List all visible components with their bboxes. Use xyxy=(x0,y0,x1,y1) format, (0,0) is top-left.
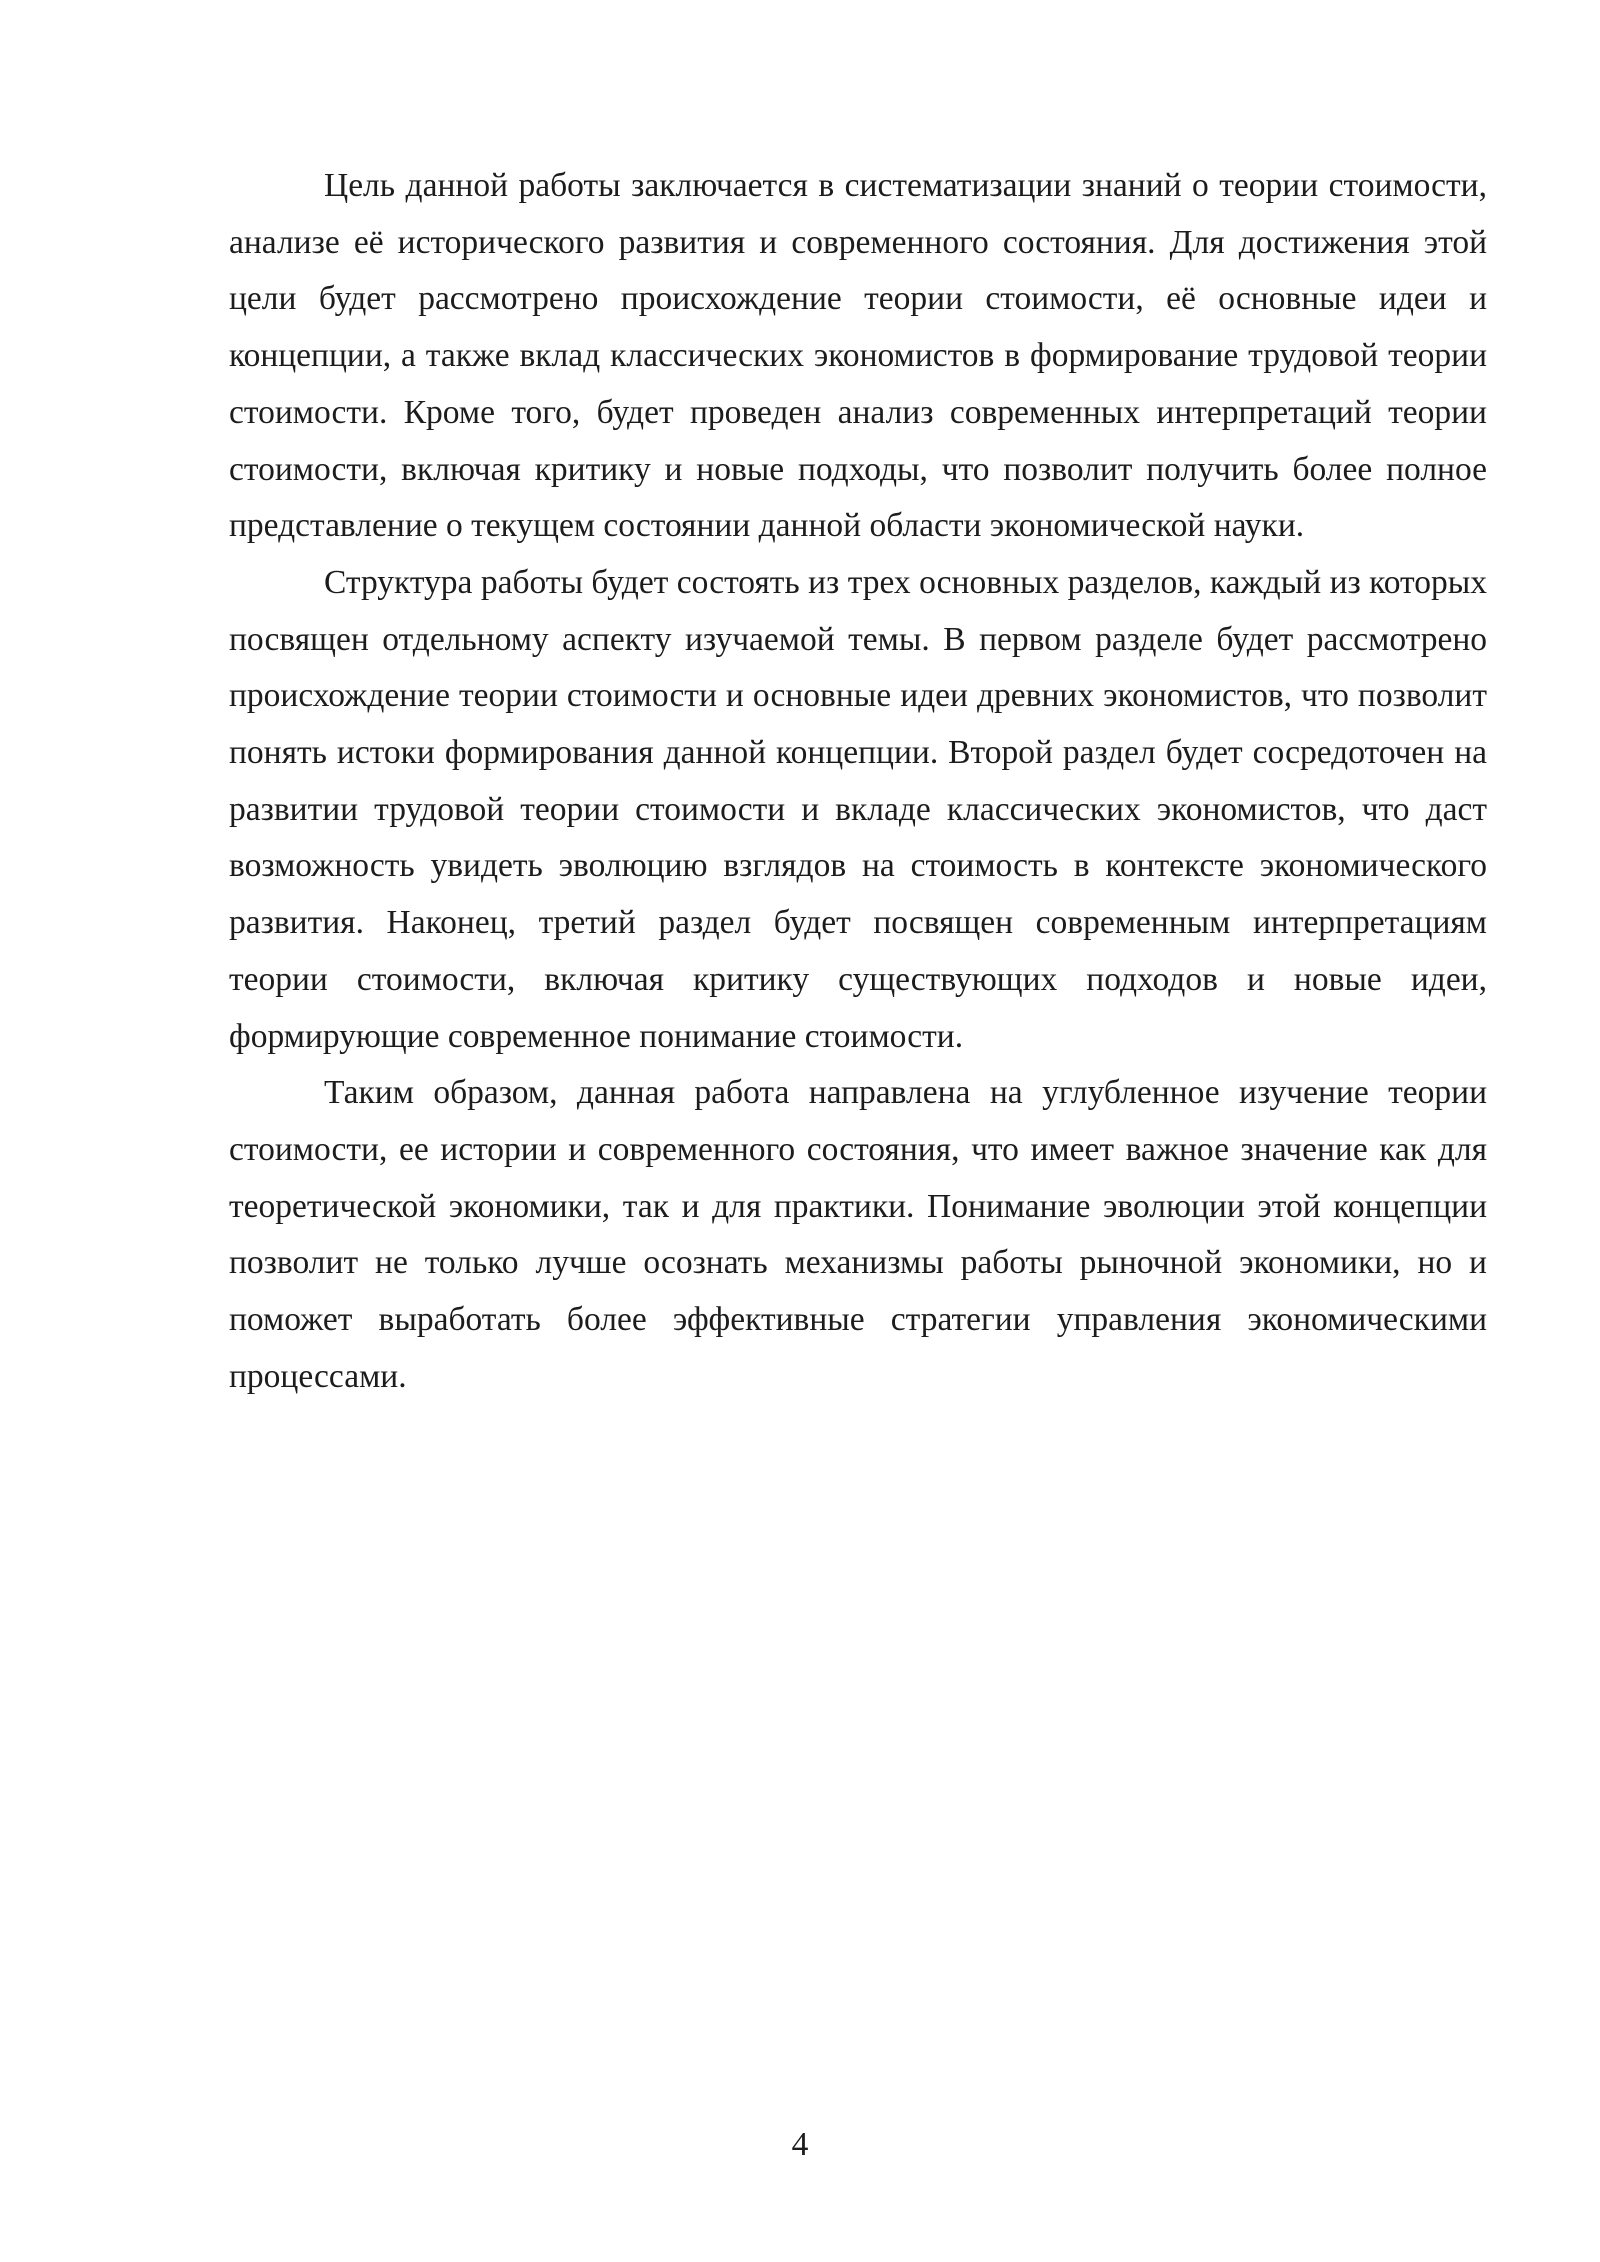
body-text xyxy=(229,158,1487,1405)
paragraph-goal: Цель данной работы заключается в систематизации знаний о теории стоимости, анализе её исторического развития и современного состояния. Для достижения этой цели будет рассмотрено происхождение теории стоимости, её основные идеи и концепции, а также вклад классических экономистов в формирование трудовой теории стоимости. Кроме того, будет проведен анализ современных интерпретаций теории стоимости, включая критику и новые подходы, что позволит получить более полное представление о текущем состоянии данной области экономической науки. xyxy=(229,167,1487,545)
paragraph-structure: Структура работы будет состоять из трех основных разделов, каждый из которых посвящен отдельному аспекту изучаемой темы. В первом разделе будет рассмотрено происхождение теории стоимости и основные идеи древних экономистов, что позволит понять истоки формирования данной концепции. Второй раздел будет сосредоточен на развитии трудовой теории стоимости и вкладе классических экономистов, что даст возможность увидеть эволюцию взглядов на стоимость в контексте экономического развития. Наконец, третий раздел будет посвящен современным интерпретациям теории стоимости, включая критику существующих подходов и новые идеи, формирующие современное понимание стоимости. xyxy=(229,563,1487,1055)
page-number: 4 xyxy=(791,2126,809,2163)
paragraph-conclusion: Таким образом, данная работа направлена на углубленное изучение теории стоимости, ее истории и современного состояния, что имеет важное значение как для теоретической экономики, так и для практики. Понимание эволюции этой концепции позволит не только лучше осознать механизмы работы рыночной экономики, но и поможет выработать более эффективные стратегии управления экономическими процессами. xyxy=(229,1074,1487,1395)
